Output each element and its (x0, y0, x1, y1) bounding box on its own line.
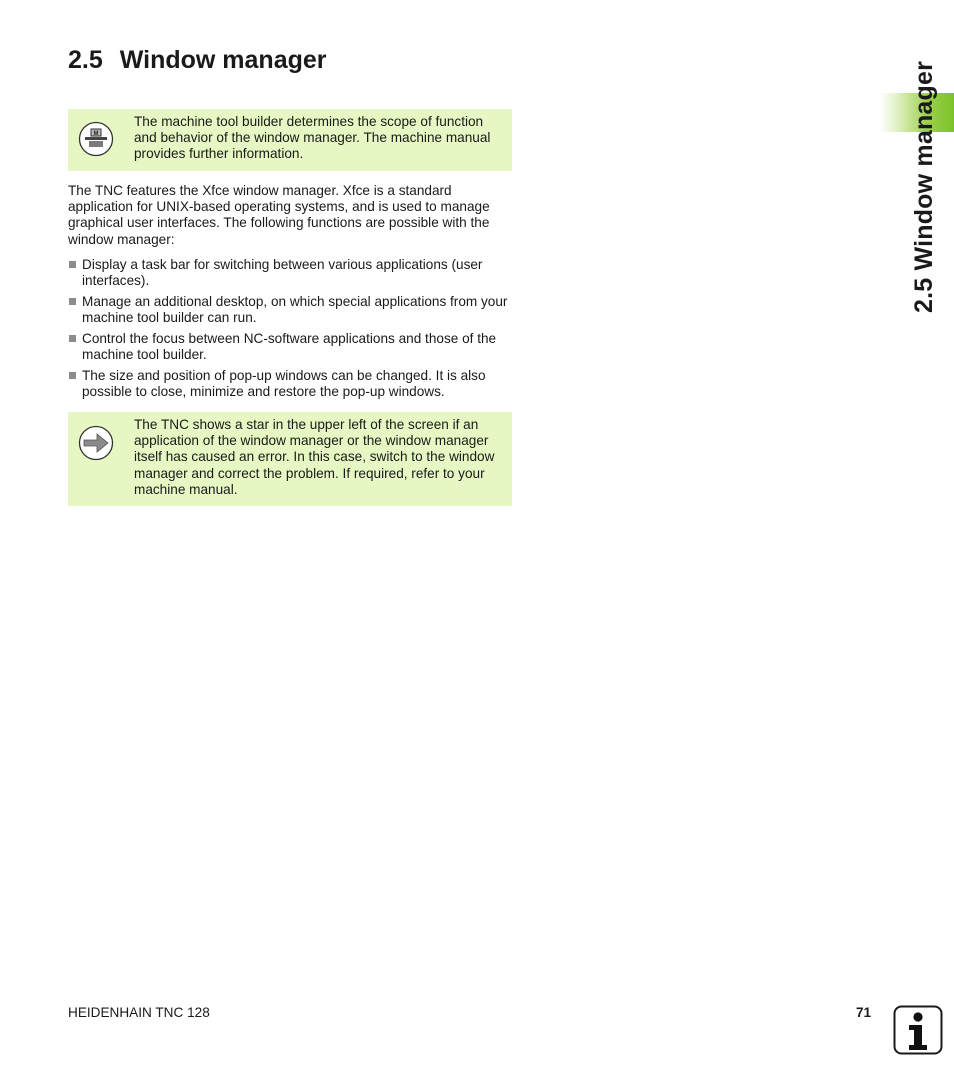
machine-note-text: The machine tool builder determines the scope of function and behavior of the window manager. The machine manual provides further information. (134, 114, 491, 162)
list-item (68, 368, 512, 400)
arrow-right-icon (78, 425, 114, 461)
list-item-text: Control the focus between NC-software applications and those of the machine tool builder. (82, 331, 497, 363)
machine-note-box (68, 109, 512, 171)
list-item-text: Manage an additional desktop, on which special applications from your machine tool builder can run. (82, 294, 508, 326)
svg-text:M: M (93, 131, 99, 137)
bullet-square-icon (69, 298, 76, 305)
section-number: 2.5 (68, 46, 103, 74)
bullet-square-icon (69, 261, 76, 268)
function-list (68, 257, 512, 405)
side-section-title: 2.5 Window manager (910, 60, 938, 313)
list-item (68, 257, 512, 289)
hint-note-box (68, 412, 512, 506)
intro-paragraph: The TNC features the Xfce window manager. Xfce is a standard application for UNIX-based operating systems, and is used to manage graphical user interfaces. The following functions are possible with the window manager: (68, 183, 490, 247)
page-number: 71 (856, 1005, 872, 1020)
bullet-square-icon (69, 335, 76, 342)
list-item (68, 331, 512, 363)
page-title (68, 46, 327, 75)
list-item-text: The size and position of pop-up windows can be changed. It is also possible to close, minimize and restore the pop-up windows. (82, 368, 486, 400)
footer-product: HEIDENHAIN TNC 128 (68, 1005, 210, 1020)
bullet-square-icon (69, 372, 76, 379)
info-icon (893, 1005, 943, 1055)
hint-note-text: The TNC shows a star in the upper left of the screen if an application of the window manager or the window manager itself has caused an error. In this case, switch to the window manager and correct the problem. If required, refer to your machine manual. (134, 417, 495, 497)
list-item (68, 294, 512, 326)
machine-tool-builder-icon (78, 121, 114, 157)
list-item-text: Display a task bar for switching between various applications (user interfaces). (82, 257, 483, 289)
section-title: Window manager (119, 46, 327, 74)
